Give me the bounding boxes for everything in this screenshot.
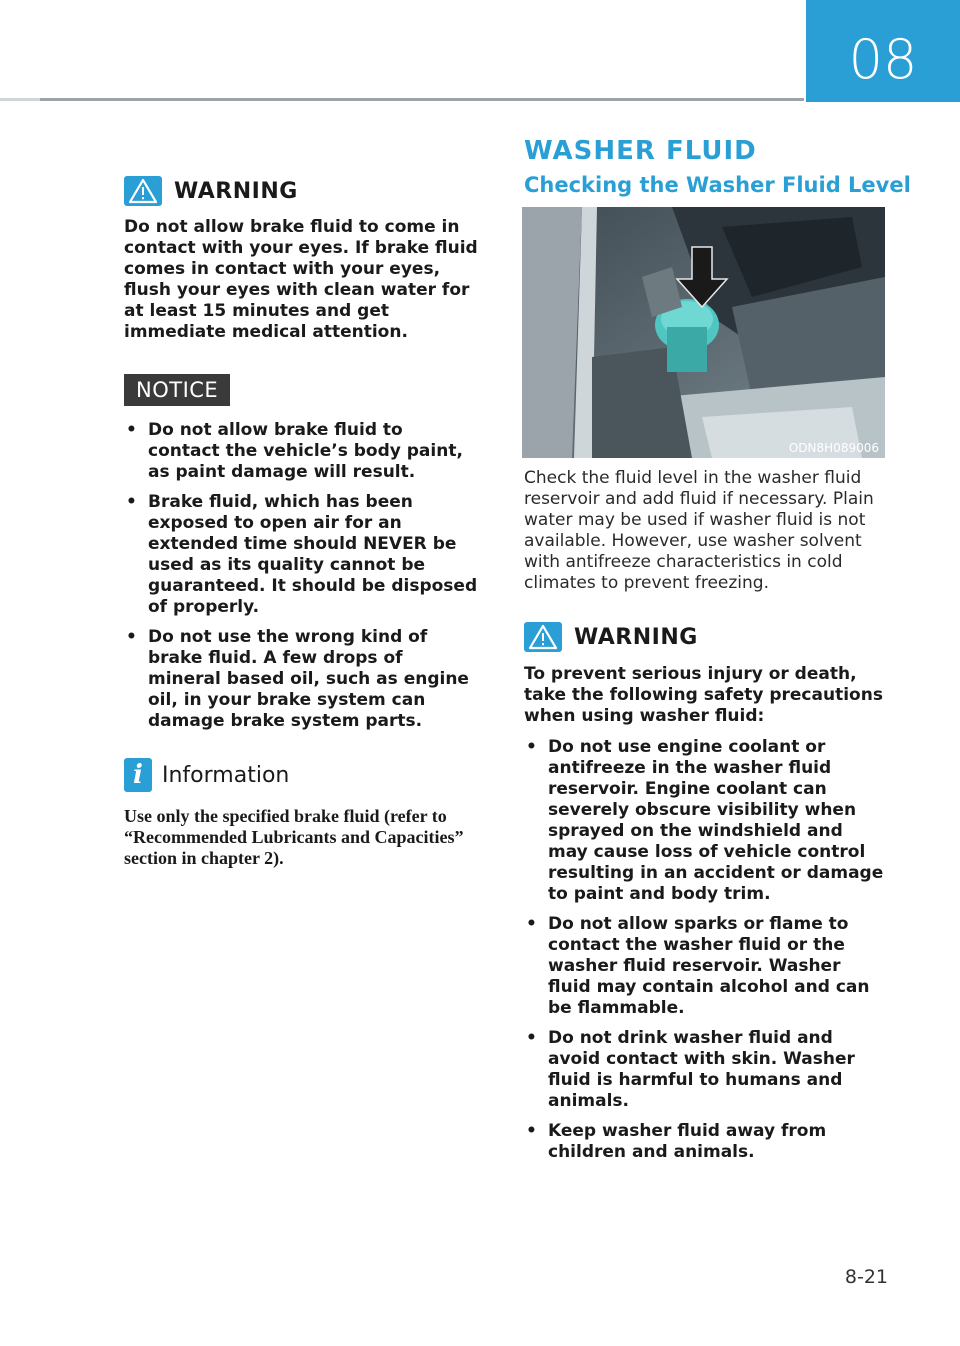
warning-triangle-icon (124, 176, 162, 206)
list-item: • Do not use the wrong kind of brake fluid. A few drops of mineral based oil, such as engine oil, in your brake system can damage brake system parts. (124, 627, 480, 732)
header-rule-accent (0, 98, 40, 101)
brake-warning-header (124, 176, 480, 206)
warning-title: WARNING (574, 624, 698, 650)
list-item: • Keep washer fluid away from children and animals. (524, 1121, 886, 1163)
left-column (124, 176, 480, 869)
subsection-title: Checking the Washer Fluid Level (524, 173, 911, 197)
info-icon: i (124, 758, 152, 792)
list-item: • Brake fluid, which has been exposed to open air for an extended time should NEVER be used as its quality cannot be guaranteed. It should be disposed of properly. (124, 492, 480, 618)
warning-title: WARNING (174, 178, 298, 204)
brake-warning-text: Do not allow brake fluid to come in contact with your eyes. If brake fluid comes in contact with your eyes, flush your eyes with clean water for at least 15 minutes and get immediate medical attention. (124, 217, 478, 342)
image-code: ODN8H089006 (788, 441, 879, 455)
notice-list (124, 420, 480, 732)
information-text: Use only the specified brake fluid (refer to “Recommended Lubricants and Capacities” section in chapter 2). (124, 806, 464, 868)
washer-warning-list (524, 737, 886, 1163)
washer-warning (524, 622, 886, 1172)
header-rule (0, 98, 804, 101)
chapter-tab: 08 (806, 0, 960, 102)
information-title: Information (162, 762, 290, 788)
section-title: WASHER FLUID (524, 136, 757, 166)
list-item: • Do not use engine coolant or antifreeze in the washer fluid reservoir. Engine coolant can severely obscure visibility when sprayed on the windshield and may cause loss of vehicle control resulting in an accident or damage to paint and body trim. (524, 737, 886, 905)
list-item: • Do not drink washer fluid and avoid contact with skin. Washer fluid is harmful to humans and animals. (524, 1028, 886, 1112)
page-number: 8-21 (844, 1266, 888, 1288)
washer-warning-intro: To prevent serious injury or death, take the following safety precautions when using washer fluid: (524, 664, 883, 726)
engine-bay-photo (522, 207, 885, 458)
washer-body-text: Check the fluid level in the washer fluid reservoir and add fluid if necessary. Plain water may be used if washer fluid is not available. However, use washer solvent with antifreeze characteristics in cold climates to prevent freezing. (524, 468, 874, 593)
list-item: • Do not allow sparks or flame to contact the washer fluid or the washer fluid reservoir. Washer fluid may contain alcohol and can be flammable. (524, 914, 886, 1019)
notice-badge: NOTICE (124, 374, 230, 406)
list-item: • Do not allow brake fluid to contact the vehicle’s body paint, as paint damage will result. (124, 420, 480, 483)
information-header (124, 758, 480, 792)
washer-warning-header (524, 622, 886, 652)
warning-triangle-icon (524, 622, 562, 652)
